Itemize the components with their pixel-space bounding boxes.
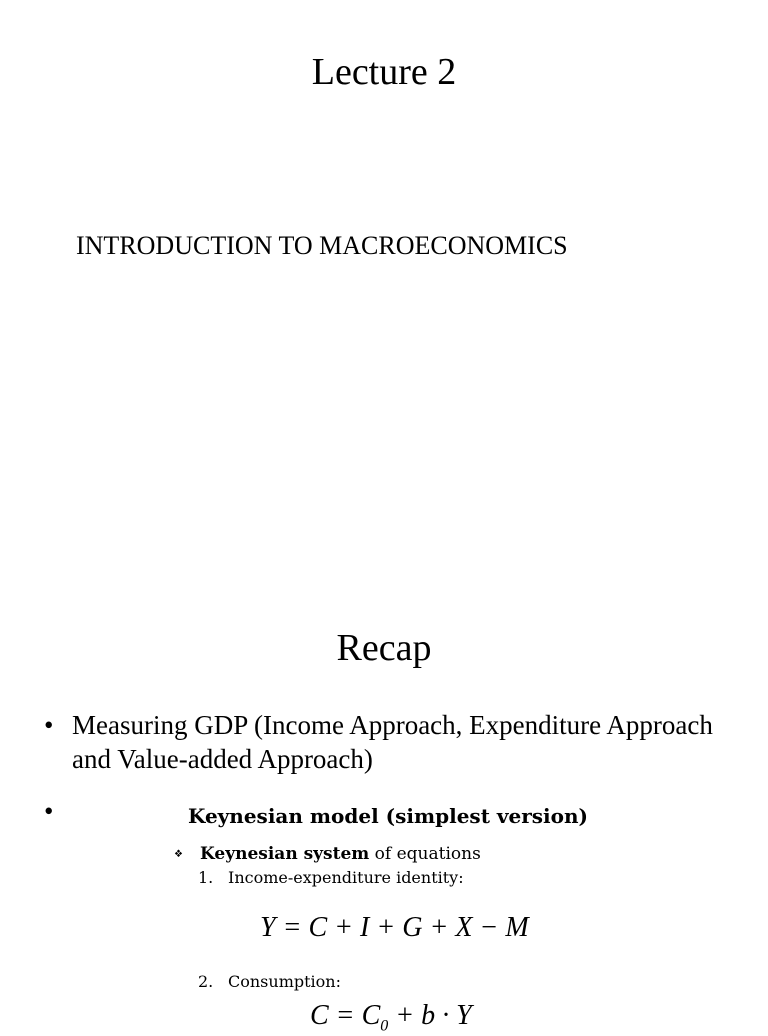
item-label: Income-expenditure identity: xyxy=(228,868,464,887)
recap-bullet-list xyxy=(40,708,740,776)
diamond-bullet-icon: ❖ xyxy=(174,849,183,860)
item-number: 2. xyxy=(198,972,214,991)
equation-consumption xyxy=(310,1000,472,1036)
bullet-dot-icon: • xyxy=(44,710,54,740)
numbered-item-2 xyxy=(198,972,341,991)
equation-income-identity: Y = C + I + G + X − M xyxy=(260,912,529,943)
system-rest-text: of equations xyxy=(369,844,481,864)
eq2-left: C = C xyxy=(310,1000,381,1031)
item-number: 1. xyxy=(198,868,214,887)
slide-recap xyxy=(0,560,768,1035)
bullet-dot-icon: • xyxy=(44,796,54,826)
keynesian-model-image xyxy=(160,804,660,1035)
item-label: Consumption: xyxy=(228,972,341,991)
keynesian-system-line xyxy=(174,844,481,864)
lecture-title: Lecture 2 xyxy=(311,51,457,93)
bullet-text: Measuring GDP (Income Approach, Expenditure Approach and Value-added Approach) xyxy=(72,710,713,774)
lecture-subtitle: INTRODUCTION TO MACROECONOMICS xyxy=(76,231,568,260)
bullet-item-gdp xyxy=(40,708,740,776)
numbered-item-1 xyxy=(198,868,464,887)
keynesian-heading: Keynesian model (simplest version) xyxy=(188,804,588,828)
recap-title: Recap xyxy=(336,627,432,669)
eq2-right: + b · Y xyxy=(388,1000,472,1031)
system-bold-text: Keynesian system xyxy=(200,844,370,864)
eq2-subscript: 0 xyxy=(380,1017,389,1035)
